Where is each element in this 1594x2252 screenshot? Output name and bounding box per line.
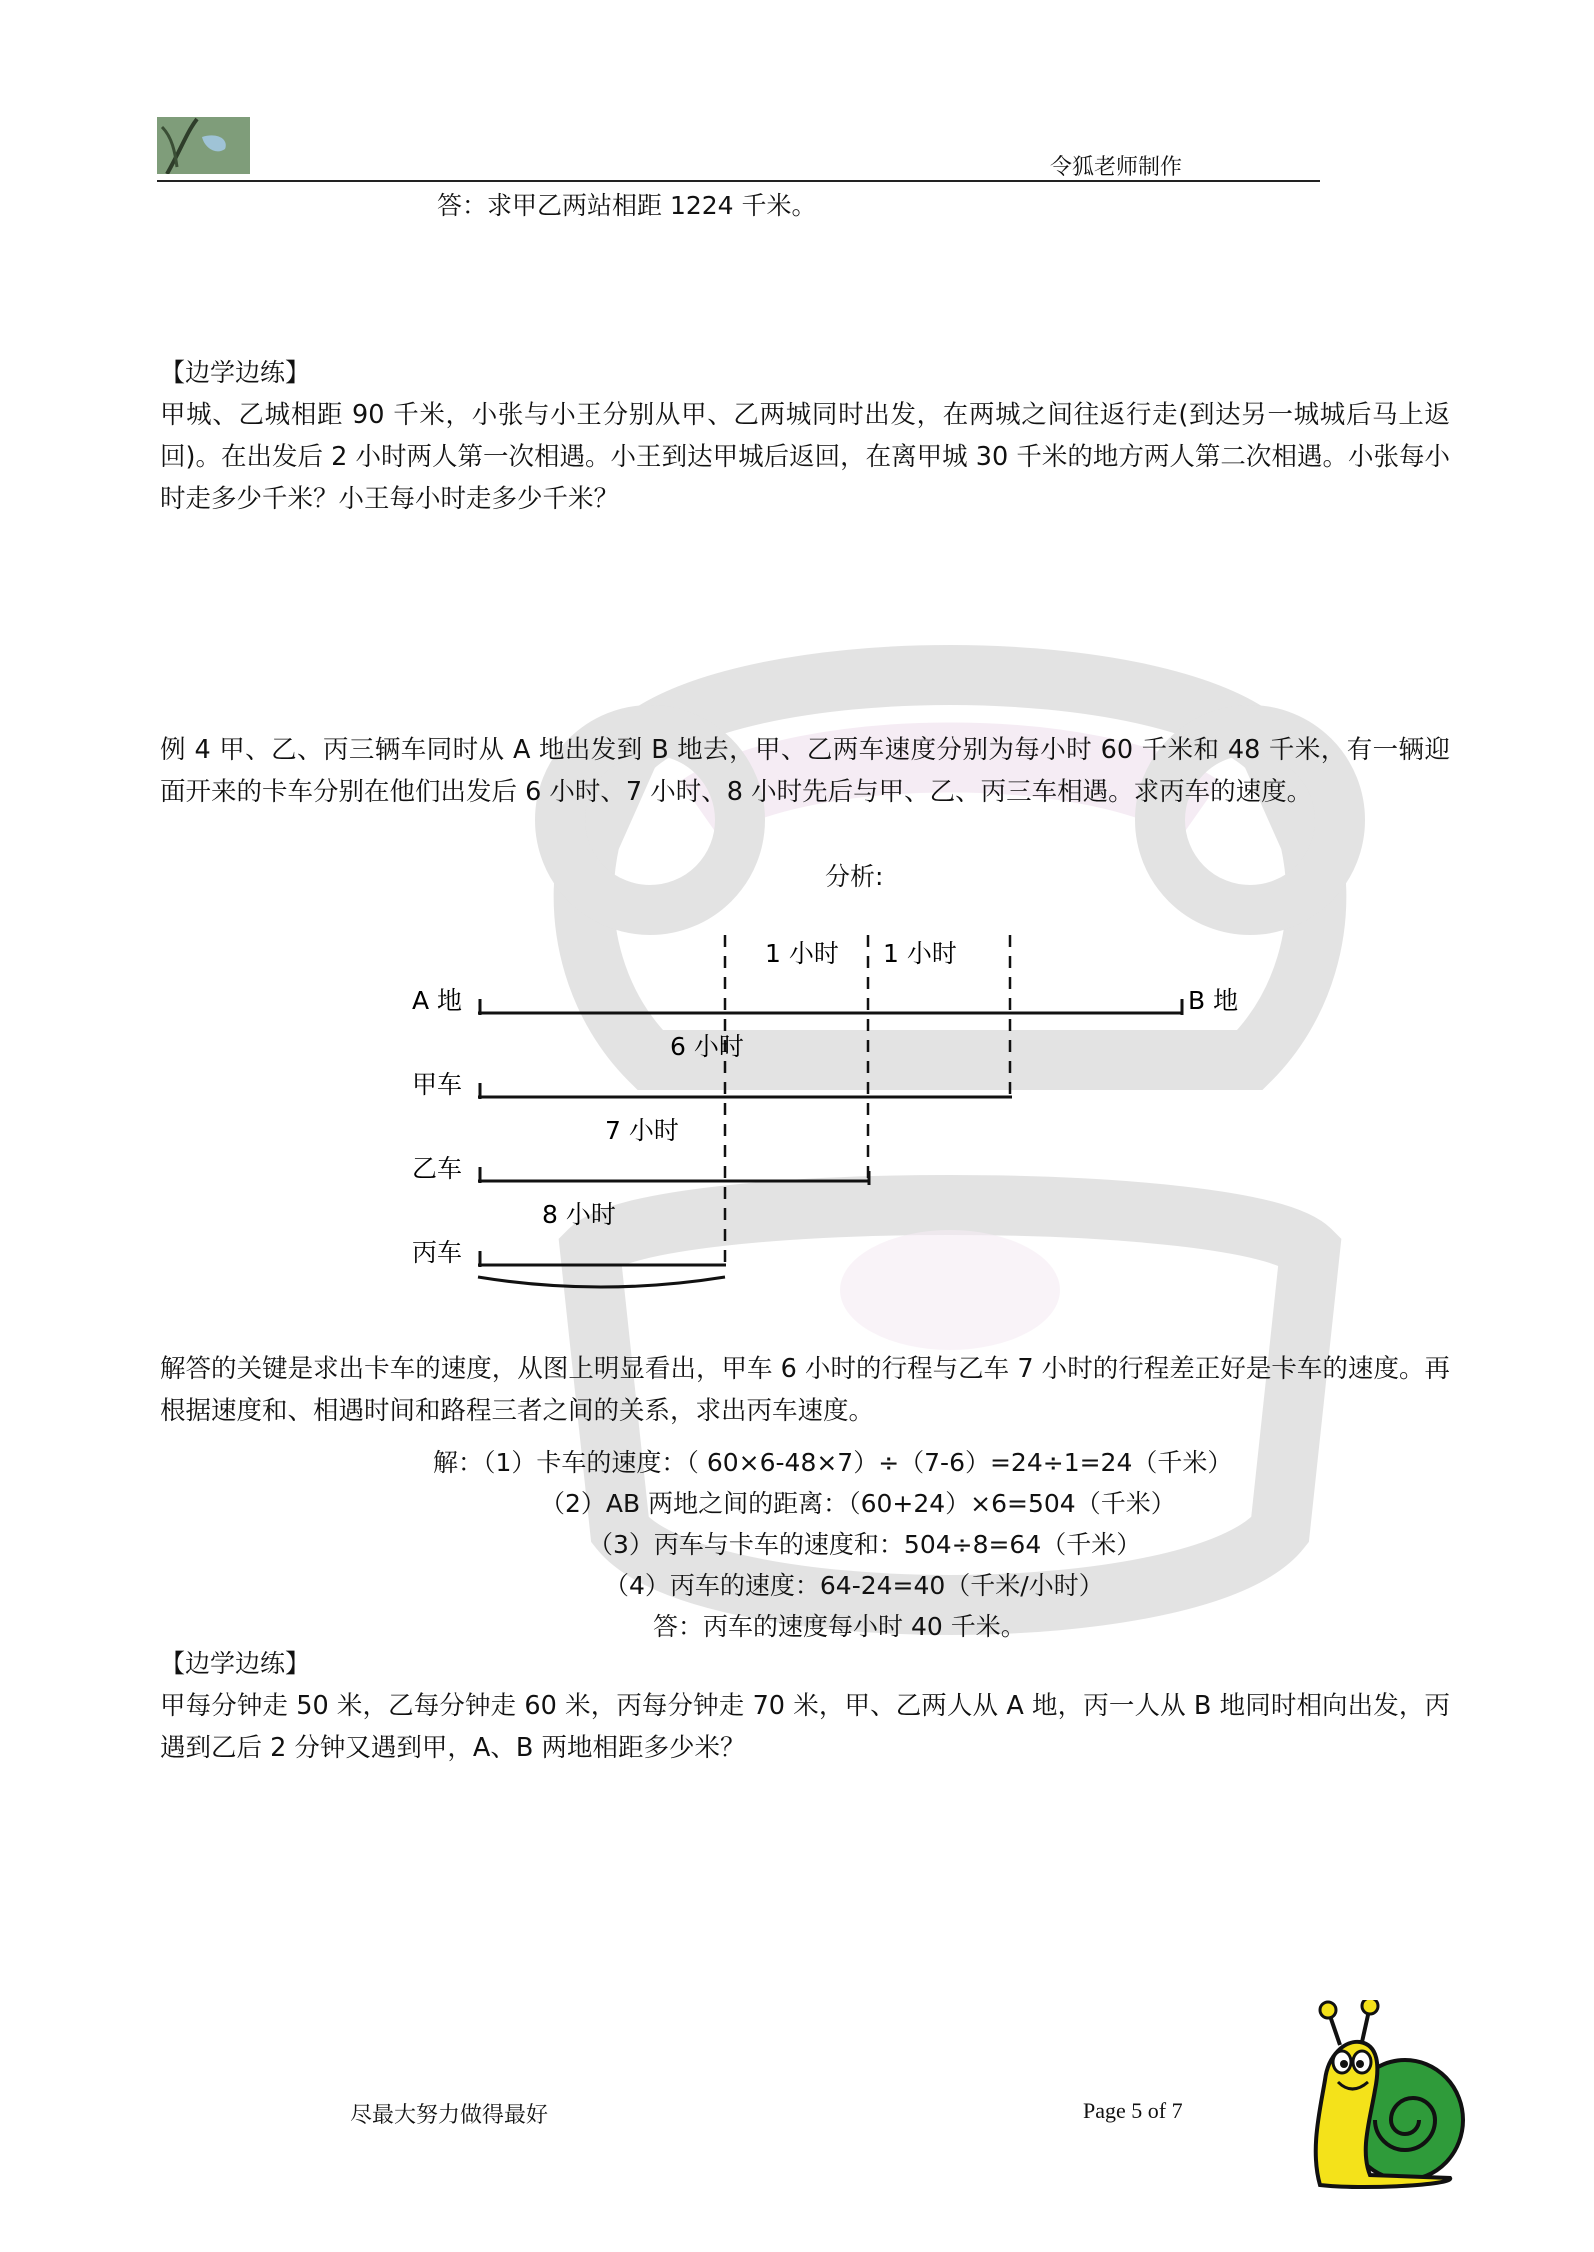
practice1-text: 甲城、乙城相距 90 千米，小张与小王分别从甲、乙两城同时出发，在两城之间往返行走(到达另一城城后马上返回)。在出发后 2 小时两人第一次相遇。小王到达甲城后返回，在离甲城 30 千米的地方两人第二次相遇。小张每小时走多少千米？小王每小时走多少千米？ — [160, 400, 1450, 514]
answer-top: 答：求甲乙两站相距 1224 千米。 — [437, 191, 817, 220]
solution-step3: （3）丙车与卡车的速度和：504÷8=64（千米） — [588, 1530, 1142, 1559]
label-interval1: 1 小时 — [765, 939, 839, 968]
footer-page-number: Page 5 of 7 — [1083, 2098, 1183, 2123]
practice2-text: 甲每分钟走 50 米，乙每分钟走 60 米，丙每分钟走 70 米，甲、乙两人从 A 地，丙一人从 B 地同时相向出发，丙遇到乙后 2 分钟又遇到甲，A、B 两地相距多少米？ — [160, 1691, 1450, 1763]
travel-diagram — [400, 925, 1260, 1295]
label-car-bing: 丙车 — [412, 1238, 463, 1267]
label-car-jia: 甲车 — [412, 1070, 463, 1099]
label-t6: 6 小时 — [670, 1032, 744, 1061]
analysis-label: 分析: — [825, 862, 884, 891]
practice2-heading: 【边学边练】 — [160, 1649, 311, 1678]
label-t8: 8 小时 — [542, 1200, 616, 1229]
header-leaf-logo — [157, 117, 250, 174]
label-car-yi: 乙车 — [412, 1154, 463, 1183]
label-interval2: 1 小时 — [883, 939, 957, 968]
solution-step1: 解：（1）卡车的速度：（ 60×6-48×7）÷（7-6）=24÷1=24（千米） — [433, 1448, 1233, 1477]
label-b-place: B 地 — [1188, 986, 1239, 1015]
brace-bottom — [478, 1277, 725, 1287]
solution-step2: （2）AB 两地之间的距离：（60+24）×6=504（千米） — [540, 1489, 1176, 1518]
solution-answer: 答：丙车的速度每小时 40 千米。 — [653, 1612, 1026, 1641]
footer-motto: 尽最大努力做得最好 — [350, 2103, 549, 2128]
example4-text: 例 4 甲、乙、丙三辆车同时从 A 地出发到 B 地去，甲、乙两车速度分别为每小时 60 千米和 48 千米，有一辆迎面开来的卡车分别在他们出发后 6 小时、7 小时、8 小时先后与甲、乙、丙三车相遇。求丙车的速度。 — [160, 735, 1450, 807]
snail-mascot-icon — [1300, 2000, 1470, 2190]
header-author: 令狐老师制作 — [1050, 155, 1183, 180]
practice1-heading: 【边学边练】 — [160, 358, 311, 387]
explanation-text: 解答的关键是求出卡车的速度，从图上明显看出，甲车 6 小时的行程与乙车 7 小时的行程差正好是卡车的速度。再根据速度和、相遇时间和路程三者之间的关系，求出丙车速度。 — [160, 1354, 1450, 1426]
solution-step4: （4）丙车的速度：64-24=40（千米/小时） — [604, 1571, 1104, 1600]
label-t7: 7 小时 — [605, 1116, 679, 1145]
label-a-place: A 地 — [412, 986, 463, 1015]
header-divider — [157, 180, 1320, 182]
